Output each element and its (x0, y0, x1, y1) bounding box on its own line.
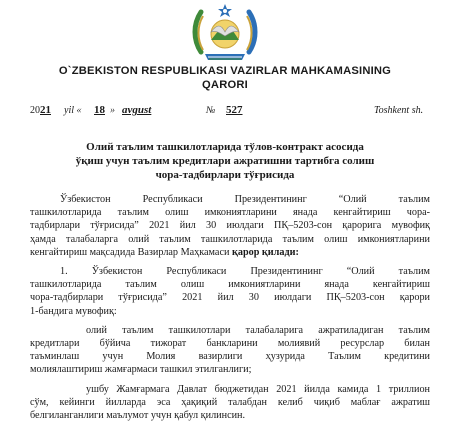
day-close-quote: » (110, 105, 115, 116)
paragraph-4-line-1: ушбу Жамғармага Давлат бюджетидан 2021 йилда камида 1 триллион (86, 383, 430, 395)
year-prefix: 20 (30, 105, 40, 116)
paragraph-2-line-2: ташкилотларида таълим олиш имкониятларини янада кенгайтириш (30, 279, 430, 291)
government-heading (0, 64, 450, 92)
decree-number: 527 (226, 104, 243, 116)
state-emblem-icon (187, 2, 263, 64)
paragraph-1-line-2: ташкилотларида таълим олиш имкониятларини янада кенгайтириш чора- (30, 207, 430, 219)
number-sign: № (206, 105, 216, 116)
paragraph-2-line-4: 1-бандига мувофиқ: (30, 305, 117, 317)
decree-day: 18 (94, 104, 105, 116)
year-label: yil « (64, 105, 82, 116)
paragraph-3-line-3: таъминлаш учун Молия вазирлиги ҳузурида Таълим кредитини (30, 351, 430, 363)
paragraph-1-line-5-text: кенгайтириш мақсадида Вазирлар Маҳкамаси (30, 246, 232, 258)
decree-title (60, 140, 390, 182)
decree-body (30, 193, 430, 422)
decree-city: Toshkent sh. (374, 105, 424, 116)
paragraph-1-line-5 (30, 246, 430, 259)
paragraph-3-line-4: молиялаштириш жамғармаси ташкил этилганлиги; (30, 364, 252, 376)
decree-meta-line (30, 104, 430, 118)
paragraph-1-line-4: ҳамда талабаларга олий таълим ташкилотларида таълим олиш имкониятларини (30, 233, 430, 245)
document-type: QARORI (202, 79, 248, 91)
paragraph-2-line-1: 1. Ўзбекистон Республикаси Президентининг “Олий таълим (60, 266, 430, 278)
resolution-phrase: қарор қилади: (231, 246, 299, 258)
paragraph-3-line-2: кредитлари бўйича тижорат банкларини молиявий ресурслар билан (30, 338, 430, 350)
year-suffix: 21 (40, 104, 51, 116)
paragraph-4-line-2: сўм, кейинги йилларда эса ҳақиқий талабдан келиб чиқиб маблағ ажратиш (30, 396, 430, 408)
decree-title-line-3: чора-тадбирлари тўғрисида (155, 169, 295, 181)
paragraph-4-line-3: белгиланганлиги маълумот учун қабул қилинсин. (30, 410, 246, 422)
decree-title-line-2: ўқиш учун таълим кредитлари ажратишни тартибга солиш (75, 155, 375, 167)
paragraph-1-line-1: Ўзбекистон Республикаси Президентининг “Олий таълим (60, 194, 430, 205)
paragraph-2-line-3: чора-тадбирлари тўғрисида” 2021 йил 30 июлдаги ПҚ–5203-сон қарори (30, 292, 430, 304)
government-name: O`ZBEKISTON RESPUBLIKASI VAZIRLAR MAHKAMASINING (58, 65, 392, 77)
decree-title-line-1: Олий таълим ташкилотларида тўлов-контракт асосида (86, 141, 364, 153)
paragraph-3-line-1: олий таълим ташкилотлари талабаларига ажратиладиган таълим (86, 324, 430, 336)
paragraph-1-line-3: тадбирлари тўғрисида” 2021 йил 30 июлдаги ПҚ–5203-сон қарорига мувофиқ (30, 220, 430, 232)
decree-month: avgust (122, 104, 152, 116)
